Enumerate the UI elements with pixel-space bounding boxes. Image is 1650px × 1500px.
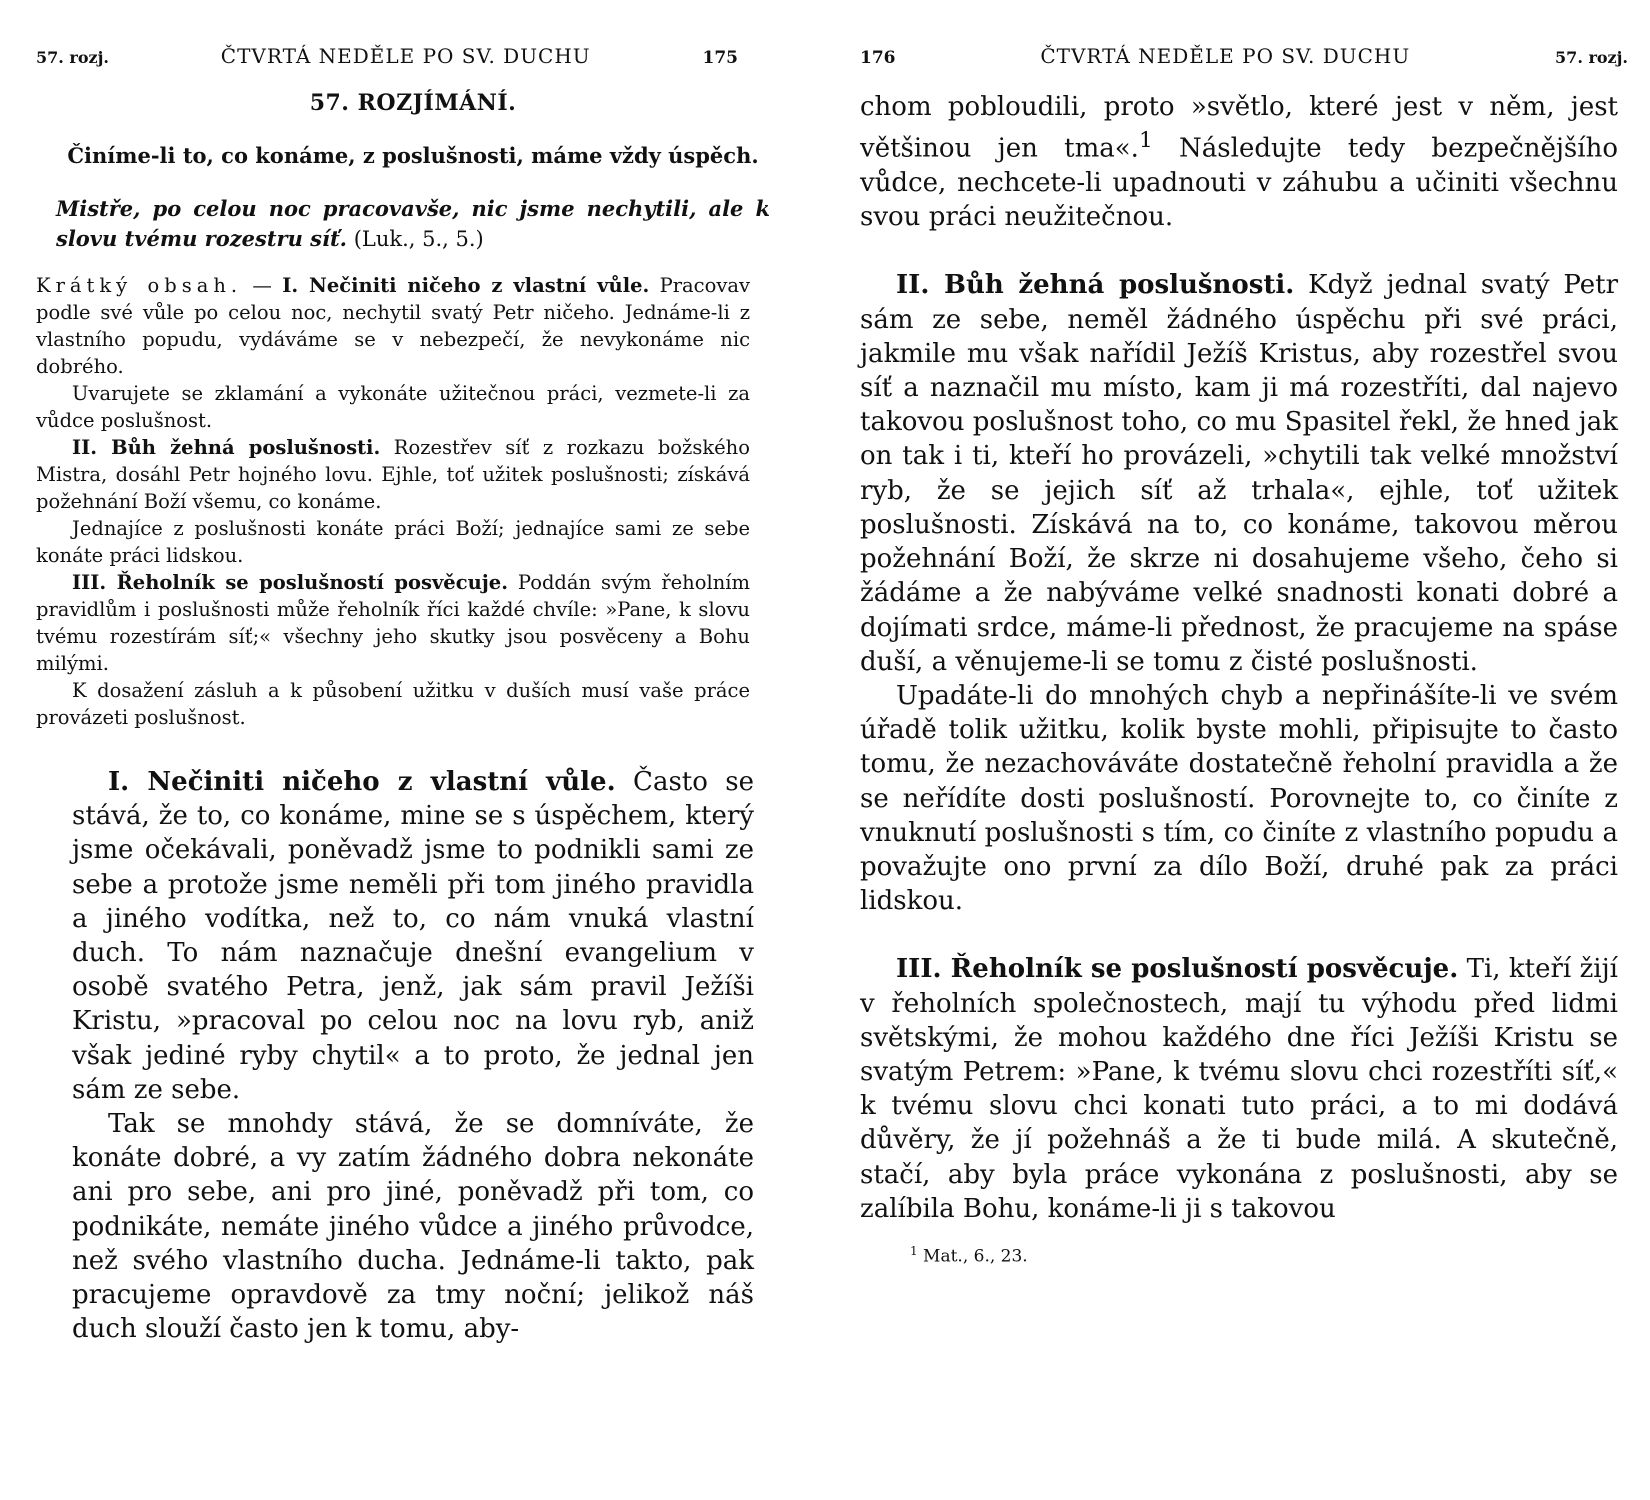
body-text-s3: Ti, kteří žijí v řeholních společnostech, mají tu výhodu před lidmi světskými, že mohou každého dne říci Ježíši Kristu se svatým Petrem: »Pane, k tvému slovu chci rozestříti síť,« k tvému slovu chci konati tuto práci, a to mi dodává důvěry, že jí požehnáš a že ti bude milá. A skutečně, stačí, aby byla práce vykonána z poslušnosti, aby se zalíbila Bohu, konáme-li ji s takovou (860, 954, 1618, 1224)
left-chapter-number: 57. rozj. (36, 48, 109, 67)
motto-quote: Mistře, po celou noc pracovavše, nic jsme nechytili, ale k slovu tvému rozestru síť. (56, 196, 770, 251)
summary-paragraph (36, 434, 750, 515)
section-heading-2: II. Bůh žehná poslušnosti. (896, 270, 1295, 301)
summary-paragraph: Uvarujete se zklamání a vykonáte užitečnou práci, vezmete-li za vůdce poslušnost. (36, 382, 750, 432)
body-paragraph: Tak se mnohdy stává, že se domníváte, že konáte dobré, a vy zatím žádného dobra nekonáte ani pro sebe, ani pro jiné, poněvadž při tom, co podnikáte, nemáte jiného vůdce a jiného průvodce, než svého vlastního ducha. Jednáme-li takto, pak pracujeme opravdově za tmy noční; jelikož náš duch slouží často jen k tomu, aby- (72, 1109, 754, 1345)
footnote-mark: 1 (910, 1243, 918, 1258)
left-page-number: 175 (702, 48, 738, 68)
right-chapter-number: 57. rozj. (1555, 48, 1628, 67)
right-body-text (860, 90, 1618, 1226)
summary-heading-2: II. Bůh žehná poslušnosti. (72, 436, 381, 459)
body-paragraph (860, 952, 1618, 1226)
summary-heading-3: III. Řeholník se poslušností posvěcuje. (72, 571, 509, 594)
summary-text-3: Rozestřev síť z rozkazu božského Mistra, dosáhl Petr hojného lovu. Ejhle, toť užitek poslušnosti; získává požehnání Boží všemu, co konáme. (36, 436, 750, 513)
footnote (910, 1244, 1628, 1267)
continued-text: chom pobloudili, proto »světlo, které jest v něm, jest většinou jen tma«. (860, 92, 1618, 164)
motto (56, 194, 770, 254)
section-heading-1: I. Nečiniti ničeho z vlastní vůle. (108, 767, 616, 797)
footnote-ref: 1 (1138, 128, 1153, 154)
left-running-title: ČTVRTÁ NEDĚLE PO SV. DUCHU (220, 44, 591, 68)
chapter-subtitle: Činíme-li to, co konáme, z poslušnosti, máme vždy úspěch. (67, 143, 759, 168)
continued-text-2: Následujte tedy bezpečnějšího vůdce, nechcete-li upadnouti v záhubu a učiniti všechnu svou práci neužitečnou. (860, 133, 1618, 233)
section-gap (860, 234, 1618, 268)
right-running-head (860, 44, 1628, 68)
summary-text-1: Pracovav podle své vůle po celou noc, nechytil svatý Petr ničeho. Jednáme-li z vlastního popudu, vydáváme se v nebezpečí, že nevykonáme nic dobrého. (36, 274, 750, 378)
summary (36, 272, 750, 731)
left-running-head (36, 44, 790, 68)
right-page-number: 176 (860, 48, 896, 68)
summary-text-5: Poddán svým řeholním pravidlům i poslušnosti může řeholník říci každé chvíle: »Pane, k slovu tvému rozestírám síť;« všechny jeho skutky jsou posvěceny a Bohu milými. (36, 571, 751, 675)
section-gap (860, 918, 1618, 952)
summary-paragraph: K dosažení zásluh a k působení užitku v duších musí vaše práce provázeti poslušnost. (36, 679, 750, 729)
footnote-text: Mat., 6., 23. (923, 1246, 1028, 1267)
body-paragraph: Upadáte-li do mnohých chyb a nepřinášíte-li ve svém úřadě tolik užitku, kolik byste mohli, připisujte to často tomu, že nezachováváte dostatečně řeholní pravidla a že se neřídíte dosti poslušností. Porovnejte to, co činíte z vnuknutí poslušnosti s tím, co činíte z vlastního popudu a považujte ono první za dílo Boží, druhé pak za práci lidskou. (860, 680, 1618, 917)
summary-paragraph (36, 569, 750, 677)
summary-label: Krátký obsah. (36, 274, 243, 297)
body-paragraph (860, 268, 1618, 678)
left-body-text (72, 765, 754, 1346)
left-page (0, 0, 810, 1500)
body-paragraph (72, 765, 754, 1107)
motto-reference: (Luk., 5., 5.) (353, 227, 484, 251)
chapter-title: 57. ROZJÍMÁNÍ. (309, 90, 517, 116)
summary-heading-1: I. Nečiniti ničeho z vlastní vůle. (282, 274, 650, 297)
summary-paragraph: Krátký obsah. — I. Nečiniti ničeho z vlastní vůle. Pracovav podle své vůle po celou noc, nechytil svatý Petr ničeho. Jednáme-li z vlastního popudu, vydáváme se v nebezpečí, že nevykonáme nic dobrého. (36, 274, 750, 378)
section-heading-3: III. Řeholník se poslušností posvěcuje. (896, 954, 1459, 985)
summary-paragraph: Jednajíce z poslušnosti konáte práci Boží; jednajíce sami ze sebe konáte práci lidskou. (36, 517, 750, 567)
body-paragraph (860, 90, 1618, 234)
body-text-1: Často se stává, že to, co konáme, mine se s úspěchem, který jsme očekávali, poněvadž jsme to podnikli sami ze sebe a protože jsme neměli při tom jiného pravidla a jiného vodítka, než to, co nám vnuká vlastní duch. To nám naznačuje dnešní evangelium v osobě svatého Petra, jenž, jak sám pravil Ježíši Kristu, »pracoval po celou noc na lovu ryb, aniž však jediné ryby chytil« a to proto, že jednal jen sám ze sebe. (72, 767, 754, 1105)
right-running-title: ČTVRTÁ NEDĚLE PO SV. DUCHU (1040, 44, 1411, 68)
right-page (840, 0, 1640, 1500)
body-text-s2: Když jednal svatý Petr sám ze sebe, neměl žádného úspěchu při své práci, jakmile mu však nařídil Ježíš Kristus, aby rozestřel svou síť a naznačil mu místo, kam ji má rozestříti, dal najevo takovou poslušnost toho, co mu Spasitel řekl, že hned jak on tak i ti, kteří ho provázeli, »chytili tak velké množství ryb, že se jejich síť až trhala«, ejhle, toť užitek poslušnosti. Získává na to, co konáme, takovou měrou požehnání Boží, že skrze ni dosahujeme všeho, čeho si žádáme a že nabýváme velké snadnosti konati dobré a dojímati srdce, máme-li přednost, že pracujeme na spáse duší, a věnujeme-li se tomu z čisté poslušnosti. (860, 270, 1618, 677)
